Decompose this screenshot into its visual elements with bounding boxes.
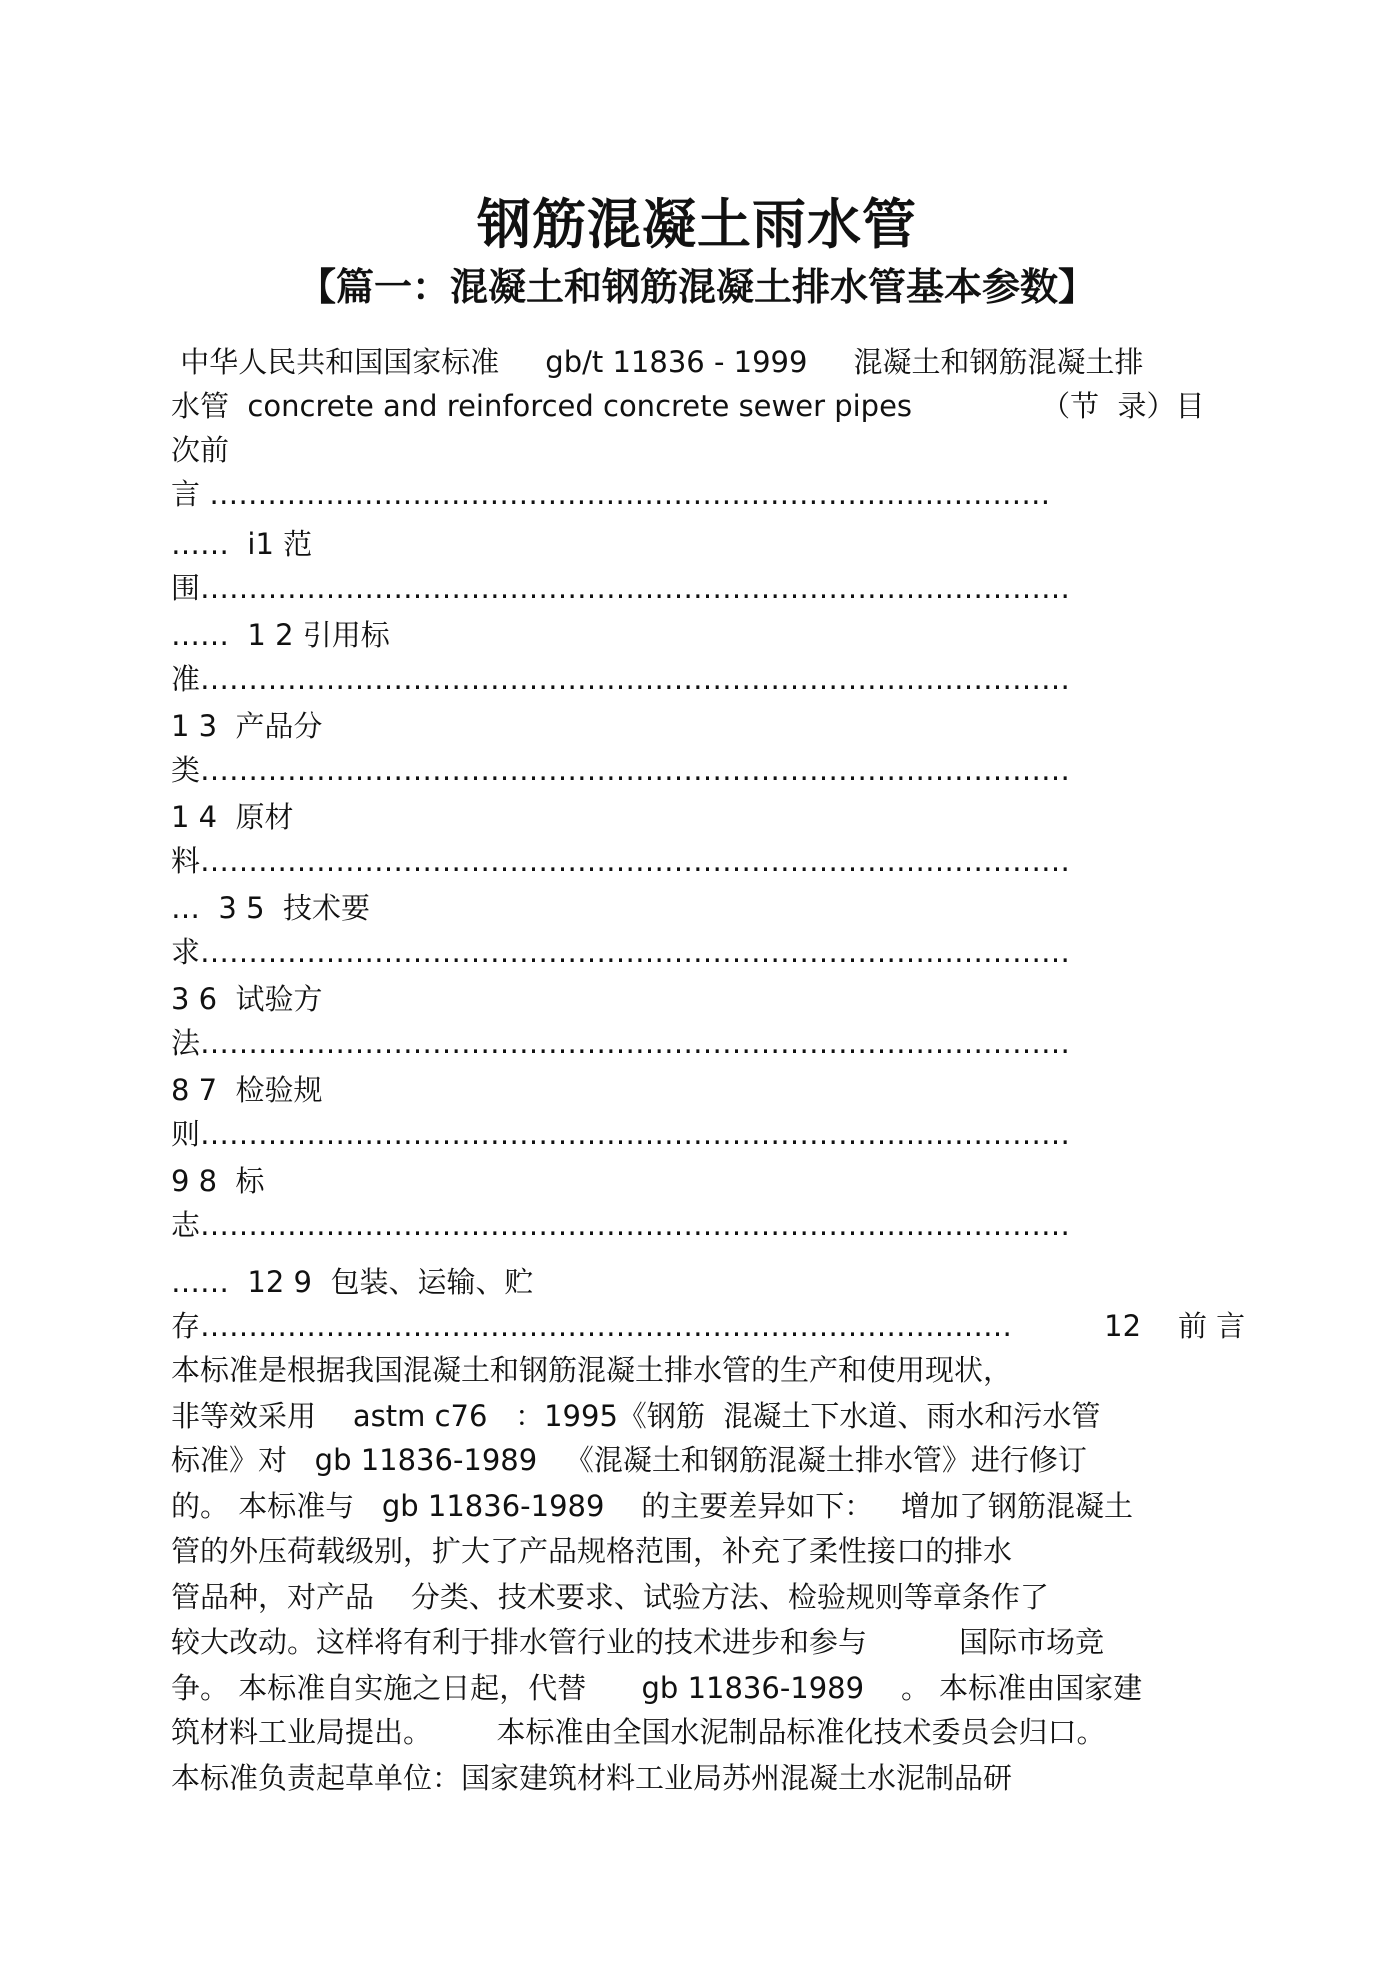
- body-line-29: 较大改动。这样将有利于排水管行业的技术进步和参与 国际市场竞: [171, 1625, 1105, 1659]
- body-line-16: 法………………………………………………………………………………: [171, 1026, 1071, 1060]
- body-line-31: 筑材料工业局提出。 本标准由全国水泥制品标准化技术委员会归口。: [171, 1715, 1106, 1749]
- body-line-18: 则………………………………………………………………………………: [171, 1117, 1071, 1151]
- body-line-26: 的。 本标准与 gb 11836-1989 的主要差异如下： 增加了钢筋混凝土: [171, 1489, 1133, 1523]
- body-line-27: 管的外压荷载级别，扩大了产品规格范围，补充了柔性接口的排水: [171, 1534, 1013, 1568]
- body-line-25: 标准》对 gb 11836-1989 《混凝土和钢筋混凝土排水管》进行修订: [171, 1443, 1087, 1477]
- body-line-13: … 3 5 技术要: [171, 891, 370, 925]
- document-title: 钢筋混凝土雨水管: [477, 193, 917, 256]
- body-line-24: 非等效采用 astm c76 ：1995《钢筋 混凝土下水道、雨水和污水管: [171, 1399, 1101, 1433]
- body-line-01: 中华人民共和国国家标准 gb/t 11836 - 1999 混凝土和钢筋混凝土排: [171, 345, 1144, 379]
- body-line-11: 1 4 原材: [171, 800, 294, 834]
- body-line-21: …… 12 9 包装、运输、贮: [171, 1265, 534, 1299]
- body-line-10: 类………………………………………………………………………………: [171, 753, 1071, 787]
- body-line-03: 次前: [171, 433, 230, 467]
- body-line-06: 围………………………………………………………………………………: [171, 571, 1071, 605]
- body-line-05: …… i1 范: [171, 527, 313, 561]
- body-line-28: 管品种，对产品 分类、技术要求、试验方法、检验规则等章条作了: [171, 1580, 1049, 1614]
- body-line-04: 言 ……………………………………………………………………………: [171, 477, 1051, 511]
- document-subtitle: 【篇一：混凝土和钢筋混凝土排水管基本参数】: [297, 265, 1096, 309]
- body-line-17: 8 7 检验规: [171, 1073, 323, 1107]
- body-line-30: 争。 本标准自实施之日起，代替 gb 11836-1989 。 本标准由国家建: [171, 1671, 1143, 1705]
- body-line-22: 存………………………………………………………………………… 12 前 言: [171, 1309, 1246, 1343]
- body-line-15: 3 6 试验方: [171, 982, 323, 1016]
- body-line-14: 求………………………………………………………………………………: [171, 935, 1071, 969]
- body-line-20: 志………………………………………………………………………………: [171, 1208, 1071, 1242]
- body-line-02: 水管 concrete and reinforced concrete sewer pipes （节 录）目: [171, 389, 1205, 423]
- body-line-07: …… 1 2 引用标: [171, 618, 390, 652]
- body-line-12: 料………………………………………………………………………………: [171, 844, 1071, 878]
- body-line-09: 1 3 产品分: [171, 709, 323, 743]
- body-line-19: 9 8 标: [171, 1164, 265, 1198]
- body-line-23: 本标准是根据我国混凝土和钢筋混凝土排水管的生产和使用现状，: [171, 1353, 1013, 1387]
- body-line-32: 本标准负责起草单位：国家建筑材料工业局苏州混凝土水泥制品研: [171, 1761, 1013, 1795]
- body-line-08: 准………………………………………………………………………………: [171, 662, 1071, 696]
